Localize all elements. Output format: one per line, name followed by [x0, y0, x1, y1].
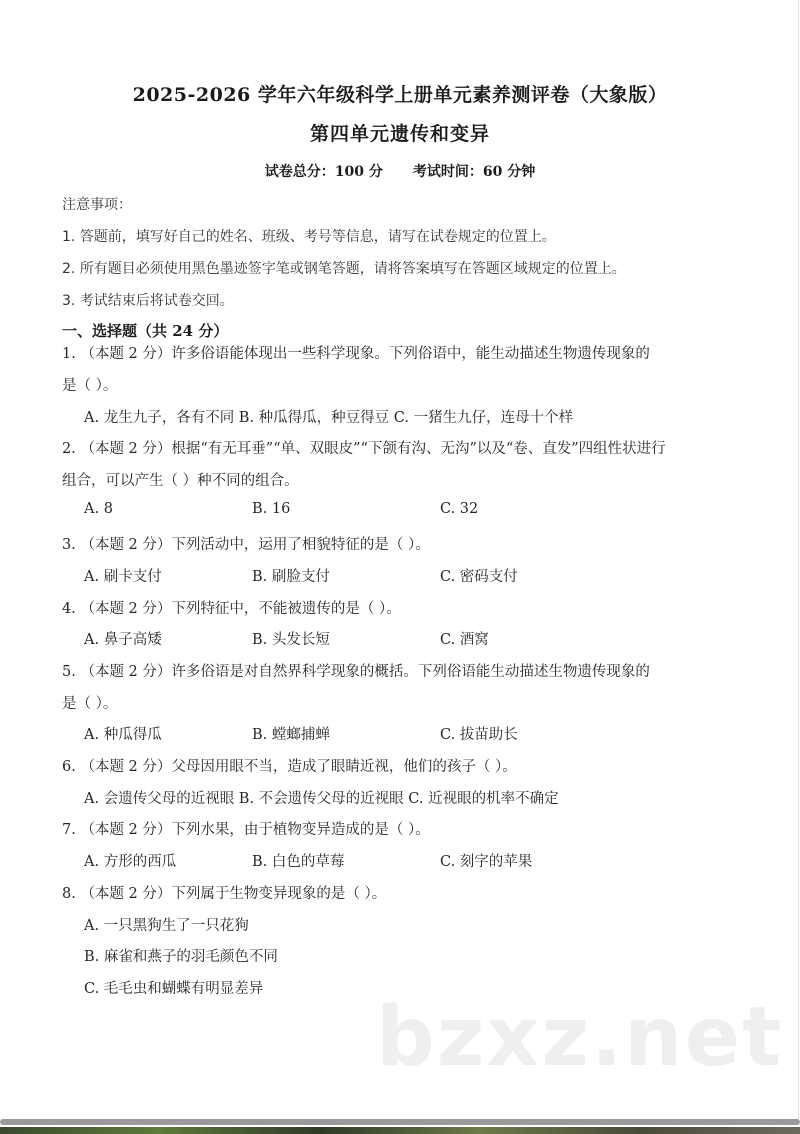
question-8-option-b: B. 麻雀和燕子的羽毛颜色不同 — [84, 949, 278, 965]
question-6-options: A. 会遗传父母的近视眼 B. 不会遗传父母的近视眼 C. 近视眼的机率不确定 — [84, 791, 559, 807]
question-4-option-c: C. 酒窝 — [440, 632, 489, 648]
question-1-text: 1. （本题 2 分）许多俗语能体现出一些科学现象。下列俗语中，能生动描述生物遗传现象的 — [62, 346, 650, 362]
question-7-option-a: A. 方形的西瓜 — [84, 854, 177, 870]
question-3-option-b: B. 刷脸支付 — [252, 569, 330, 585]
question-4-option-a: A. 鼻子高矮 — [84, 632, 162, 648]
section-heading: 一、选择题（共 24 分） — [62, 322, 229, 340]
question-2-text: 2. （本题 2 分）根据“有无耳垂”“单、双眼皮”“下颌有沟、无沟”以及“卷、直发”四组性状进行 — [62, 441, 666, 457]
question-5-text-cont: 是（ ）。 — [62, 696, 118, 712]
question-7-text: 7. （本题 2 分）下列水果，由于植物变异造成的是（ ）。 — [62, 822, 430, 838]
total-score: 试卷总分：100 分 — [264, 164, 383, 180]
question-2-option-c: C. 32 — [440, 501, 479, 517]
question-7-option-c: C. 刻字的苹果 — [440, 854, 533, 870]
background-image-strip — [0, 1127, 800, 1134]
question-1-text-cont: 是（ ）。 — [62, 378, 118, 394]
question-8-text: 8. （本题 2 分）下列属于生物变异现象的是（ ）。 — [62, 886, 387, 902]
exam-time: 考试时间：60 分钟 — [412, 164, 536, 180]
exam-title: 2025-2026 学年六年级科学上册单元素养测评卷（大象版） — [132, 84, 668, 106]
question-4-option-b: B. 头发长短 — [252, 632, 330, 648]
question-5-option-c: C. 拔苗助长 — [440, 727, 518, 743]
question-6-text: 6. （本题 2 分）父母因用眼不当，造成了眼睛近视，他们的孩子（ ）。 — [62, 759, 517, 775]
question-5-option-a: A. 种瓜得瓜 — [84, 727, 162, 743]
note-item: 3. 考试结束后将试卷交回。 — [62, 293, 234, 309]
question-2-text-cont: 组合，可以产生（ ）种不同的组合。 — [62, 473, 299, 489]
question-2-option-a: A. 8 — [84, 501, 113, 517]
note-item: 1. 答题前，填写好自己的姓名、班级、考号等信息，请写在试卷规定的位置上。 — [62, 229, 556, 245]
question-3-option-c: C. 密码支付 — [440, 569, 518, 585]
question-8-option-c: C. 毛毛虫和蝴蝶有明显差异 — [84, 981, 264, 997]
unit-subtitle: 第四单元遗传和变异 — [309, 123, 490, 145]
exam-meta — [0, 161, 800, 181]
notes-heading: 注意事项： — [62, 197, 132, 213]
question-7-option-b: B. 白色的草莓 — [252, 854, 345, 870]
question-3-option-a: A. 刷卡支付 — [84, 569, 162, 585]
question-5-text: 5. （本题 2 分）许多俗语是对自然界科学现象的概括。下列俗语能生动描述生物遗传现象的 — [62, 664, 650, 680]
question-3-text: 3. （本题 2 分）下列活动中，运用了相貌特征的是（ ）。 — [62, 537, 430, 553]
question-2-option-b: B. 16 — [252, 501, 291, 517]
horizontal-scrollbar[interactable] — [0, 1119, 800, 1125]
watermark: bzxz.net — [376, 990, 784, 1085]
note-item: 2. 所有题目必须使用黑色墨迹签字笔或钢笔答题，请将答案填写在答题区域规定的位置上。 — [62, 261, 626, 277]
question-4-text: 4. （本题 2 分）下列特征中，不能被遗传的是（ ）。 — [62, 601, 401, 617]
question-8-option-a: A. 一只黑狗生了一只花狗 — [84, 918, 249, 934]
question-1-options: A. 龙生九子，各有不同 B. 种瓜得瓜，种豆得豆 C. 一猪生九仔，连母十个样 — [84, 410, 574, 426]
question-5-option-b: B. 螳螂捕蝉 — [252, 727, 330, 743]
